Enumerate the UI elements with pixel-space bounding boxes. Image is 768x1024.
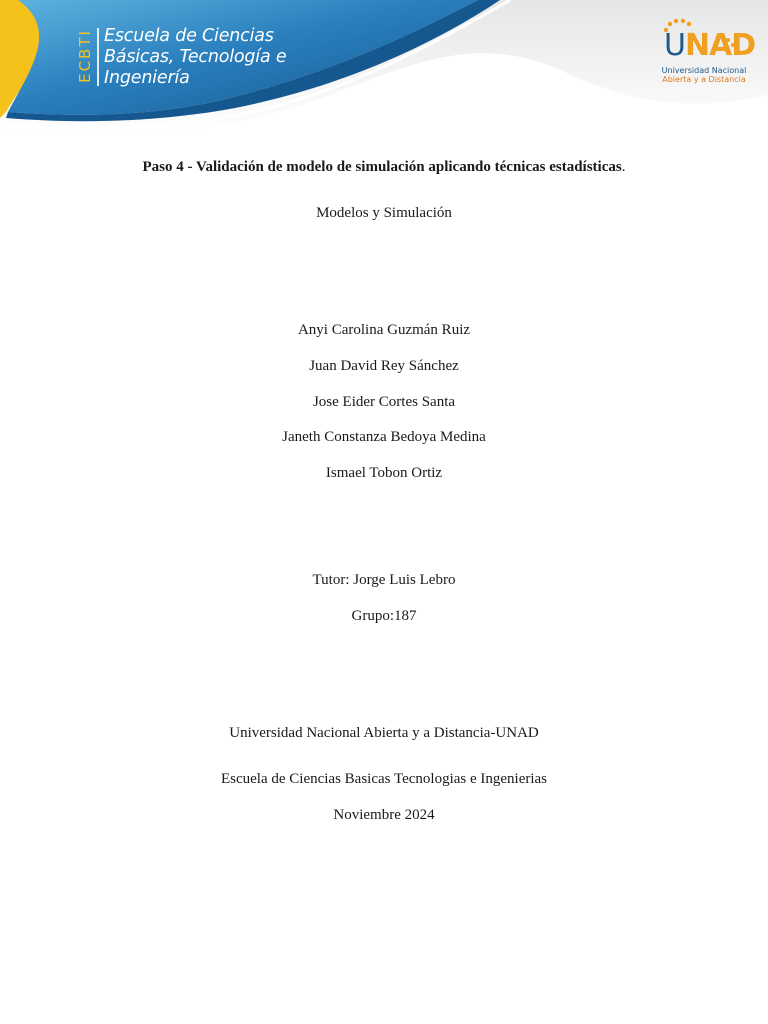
author-3: Jose Eider Cortes Santa [312, 394, 456, 410]
unad-wordmark: UNAD [664, 28, 756, 63]
ecbti-label: ECBTI [76, 29, 95, 83]
course-name: Modelos y Simulación [316, 205, 452, 221]
unad-subtitle: Universidad Nacional Abierta y a Distancia [661, 66, 747, 84]
group: Grupo:187 [351, 608, 417, 624]
author-4: Janeth Constanza Bedoya Medina [282, 429, 486, 445]
school: Escuela de Ciencias Basicas Tecnologias e Ingenierias [220, 771, 548, 787]
author-5: Ismael Tobon Ortiz [325, 465, 443, 481]
school-name-line-3: Ingeniería [104, 68, 190, 88]
author-2: Juan David Rey Sánchez [309, 358, 459, 374]
school-name-line-2: Básicas, Tecnología e [104, 47, 287, 67]
school-name [104, 26, 286, 89]
document-title: Paso 4 - Validación de modelo de simulación aplicando técnicas estadísticas. [142, 159, 626, 175]
author-1: Anyi Carolina Guzmán Ruiz [297, 322, 471, 338]
date: Noviembre 2024 [333, 807, 435, 823]
university: Universidad Nacional Abierta y a Distancia-UNAD [229, 725, 539, 741]
tutor: Tutor: Jorge Luis Lebro [312, 572, 456, 588]
school-name-line-1: Escuela de Ciencias [104, 26, 274, 46]
divider [97, 28, 99, 86]
unad-logo [656, 18, 756, 90]
